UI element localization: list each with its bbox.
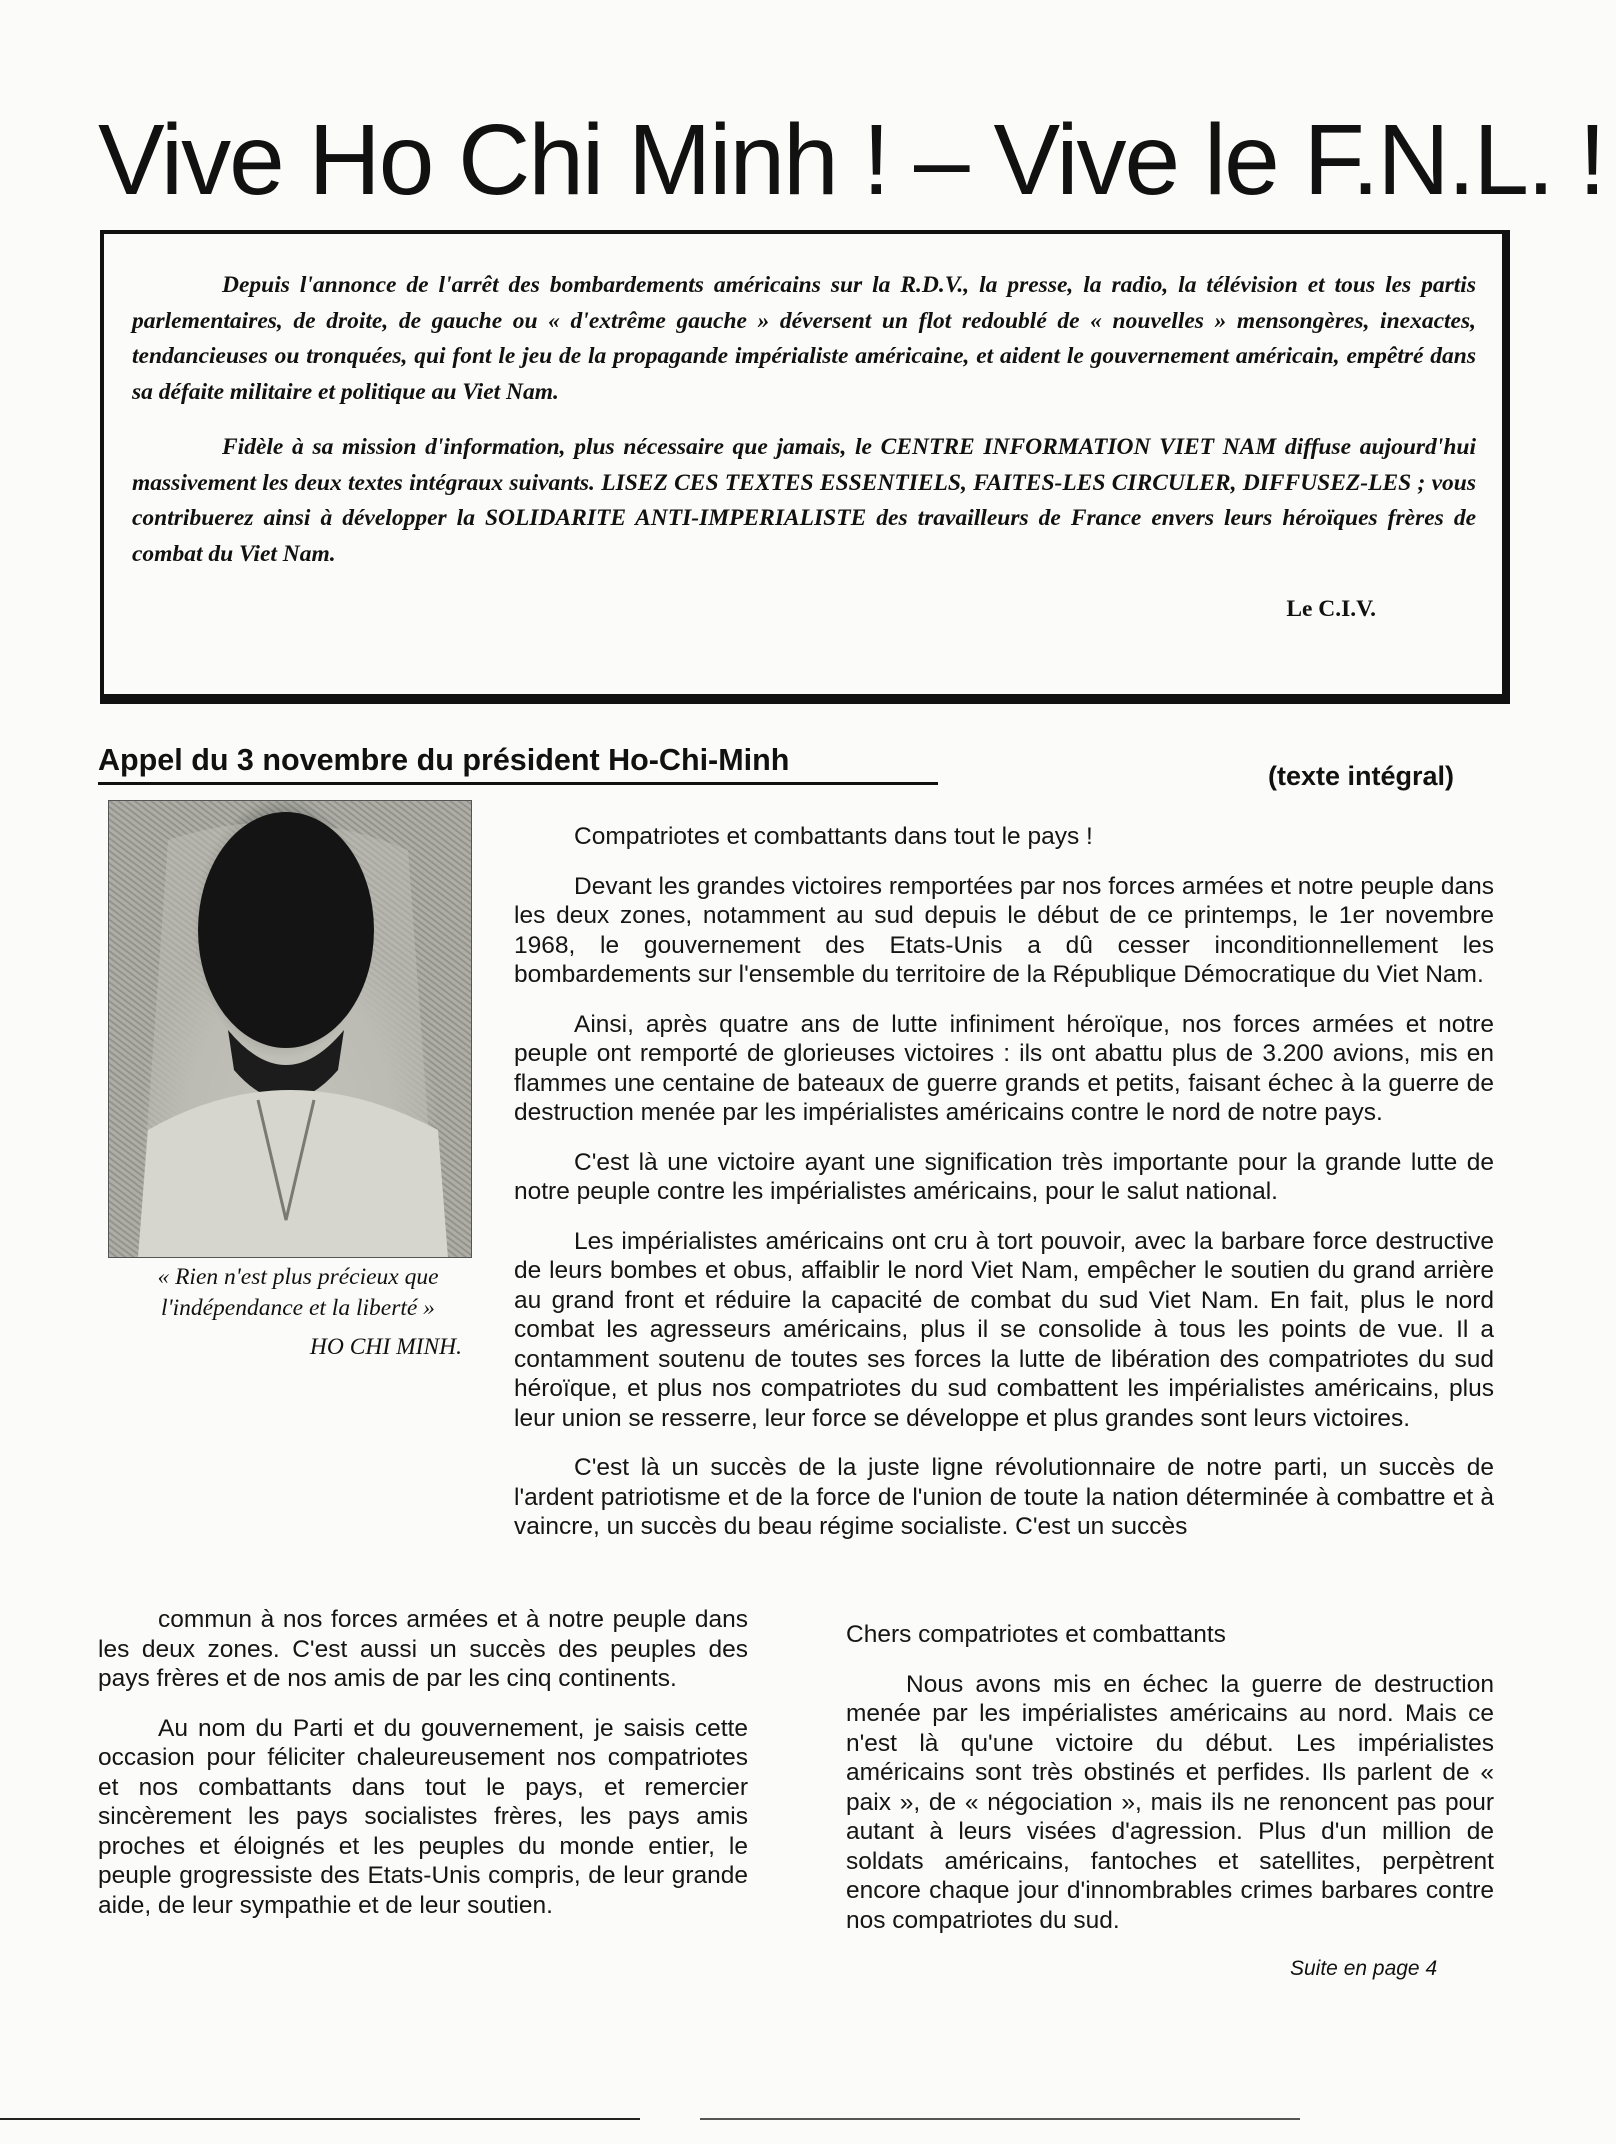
photo-caption <box>112 1262 484 1363</box>
article-subgreeting: Chers compatriotes et combattants <box>846 1621 1226 1648</box>
article-paragraph: Au nom du Parti et du gouvernement, je saisis cette occasion pour féliciter chaleureusement nos compatriotes et nos combattants dans tout le pays, et remercier sincèrement les pays socialistes frères, les pays amis proches et éloignés et les peuples du monde entier, le peuple grogressiste des Etats-Unis compris, de leur grande aide, de leur sympathie et de leur soutien. <box>98 1714 748 1919</box>
intro-box <box>100 230 1510 704</box>
bottom-rule <box>0 2118 1616 2120</box>
article-paragraph: Devant les grandes victoires remportées par nos forces armées et notre peuple dans les deux zones, notamment au sud depuis le début de ce printemps, le 1er novembre 1968, le gouvernement des Etats-Unis a dû cesser inconditionnellement les bombardements sur l'ensemble du territoire de la République Démocratique du Viet Nam. <box>514 872 1494 988</box>
headline: Vive Ho Chi Minh ! – Vive le F.N.L. ! <box>98 104 1605 216</box>
article-main-column <box>514 822 1494 1562</box>
article-paragraph: Ainsi, après quatre ans de lutte infiniment héroïque, nos forces armées et notre peuple ont remporté de glorieuses victoires : ils ont abattu plus de 3.200 avions, mis en flammes une centaine de bateaux de guerre grands et petits, faisant échec à la guerre de destruction menée par les impérialistes américains contre le nord de notre pays. <box>514 1010 1494 1126</box>
intro-paragraph: Depuis l'annonce de l'arrêt des bombardements américains sur la R.D.V., la presse, la radio, la télévision et tous les partis parlementaires, de droite, de gauche ou « d'extrême gauche » déversent un flot redoublé de « nouvelles » mensongères, inexactes, tendancieuses ou tronquées, qui font le jeu de la propagande impérialiste américaine, et aident le gouvernement américain, empêtré dans sa défaite militaire et politique au Viet Nam. <box>132 272 1476 405</box>
article-paragraph: commun à nos forces armées et à notre peuple dans les deux zones. C'est aussi un succès des peuples des pays frères et de nos amis de par les cinq continents. <box>98 1606 748 1692</box>
article-paragraph: Nous avons mis en échec la guerre de destruction menée par les impérialistes américains au nord. Mais ce n'est là qu'une victoire du début. Les impérialistes américains sont très obstinés et perfides. Ils parlent de « paix », de « négociation », mais ils ne renoncent pas pour autant à leurs visées d'agression. Plus d'un million de soldats américains, fantoches et satellites, perpètrent encore chaque jour d'innombrables crimes barbares contre nos compatriotes du sud. <box>846 1670 1494 1934</box>
article-right-column <box>846 1620 1494 1955</box>
article-paragraph: C'est là une victoire ayant une signification très importante pour la grande lutte de notre peuple contre les impérialistes américains, pour le salut national. <box>514 1148 1494 1205</box>
caption-quote: « Rien n'est plus précieux que l'indépendance et la liberté » <box>157 1264 439 1321</box>
intro-paragraph: Fidèle à sa mission d'information, plus nécessaire que jamais, le CENTRE INFORMATION VIET NAM diffuse aujourd'hui massivement les deux textes intégraux suivants. LISEZ CES TEXTES ESSENTIELS, FAITES-LES CIRCULER, DIFFUSEZ-LES ; vous contribuerez ainsi à développer la SOLIDARITE ANTI-IMPERIALISTE des travailleurs de France envers leurs héroïques frères de combat du Viet Nam. <box>132 434 1476 567</box>
article-paragraph: C'est là un succès de la juste ligne révolutionnaire de notre parti, un succès de l'ardent patriotisme et de la force de l'union de toute la nation déterminée à combattre et à vaincre, un succès du beau régime socialiste. C'est un succès <box>514 1454 1494 1540</box>
portrait-photo-graphic <box>108 800 472 1258</box>
portrait-photo <box>108 800 472 1258</box>
article-left-column <box>98 1605 748 1940</box>
article-paragraph: Les impérialistes américains ont cru à tort pouvoir, avec la barbare force destructive de leurs bombes et obus, affaiblir le nord Viet Nam, empêcher le soutien du grand arrière au grand front et réduire la capacité de combat du sud Viet Nam. En fait, plus le nord combat les agresseurs américains, plus il se consolide à tous les points de vue. Il a contamment soutenu de toutes ses forces la lutte de libération des compatriotes du sud héroïque, et plus nos compatriotes du sud combattent les impérialistes américains, plus leur union se resserre, leur force se développe et plus grandes sont leurs victoires. <box>514 1227 1494 1432</box>
caption-author: HO CHI MINH. <box>309 1334 462 1360</box>
article-note: (texte intégral) <box>1268 761 1455 791</box>
article-title: Appel du 3 novembre du président Ho-Chi-Minh <box>98 740 938 785</box>
intro-signature: Le C.I.V. <box>1286 596 1376 622</box>
article-greeting: Compatriotes et combattants dans tout le pays ! <box>574 823 1093 850</box>
continued-note: Suite en page 4 <box>1290 1957 1438 1980</box>
